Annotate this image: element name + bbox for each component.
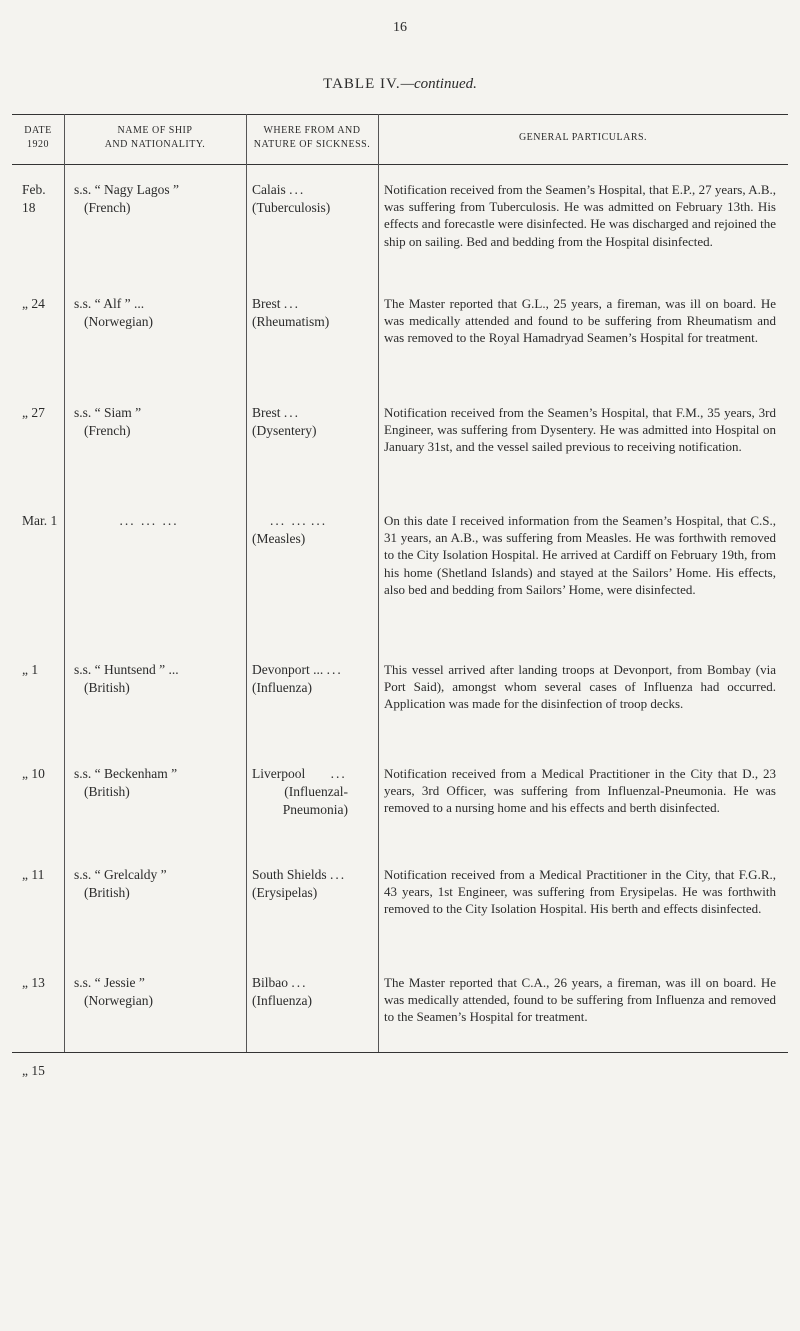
- row-ship: [74, 295, 234, 331]
- ship-name: s.s. “ Grelcaldy ”: [74, 867, 167, 882]
- row-notes: Notification received from the Seamen’s Hospital, that F.M., 35 years, 3rd Engineer, was suffering from Dysentery. He was admitted into Hospital on January 31st, and the vessel sailed previous to receiving notification.: [384, 405, 776, 455]
- port-name: Bilbao: [252, 975, 288, 990]
- ship-name: s.s. “ Jessie ”: [74, 975, 145, 990]
- row-date: „ 11: [22, 867, 45, 882]
- header-where: [246, 124, 378, 152]
- row-date: „ 15: [22, 1063, 45, 1078]
- row-where: [252, 974, 380, 1010]
- top-rule: [12, 114, 788, 115]
- table-title: [0, 76, 800, 93]
- row-where: [252, 661, 380, 697]
- sickness: (Influenzal-Pneumonia): [282, 784, 348, 817]
- row-ship: [74, 404, 234, 440]
- leader-dots: ...: [330, 867, 347, 882]
- header-ship-line2: AND NATIONALITY.: [104, 139, 206, 150]
- port-name: Calais: [252, 182, 286, 197]
- ship-name: s.s. “ Alf ” ...: [74, 296, 145, 311]
- header-rule: [12, 164, 788, 165]
- row-ship: [74, 181, 234, 217]
- leader-dots: ...: [283, 296, 300, 311]
- row-ship: [74, 765, 234, 801]
- ship-nationality: (British): [84, 784, 130, 799]
- sickness: (Measles): [252, 531, 306, 546]
- leader-dots: ...: [283, 405, 300, 420]
- header-date-line1: DATE: [24, 125, 52, 136]
- ship-name: s.s. “ Huntsend ” ...: [74, 662, 179, 677]
- row-date: „ 27: [22, 405, 45, 420]
- row-notes: Notification received from the Seamen’s Hospital, that E.P., 27 years, A.B., was suffering from Tuberculosis. He was admitted on February 13th. His effects and forecastle were disinfected. He was discharged and rejoined the ship on sailing. Bed and bedding from the Hospital disinfected.: [384, 182, 776, 249]
- column-divider: [64, 114, 65, 1052]
- header-where-line1: WHERE FROM AND: [263, 125, 361, 136]
- ship-nationality: (French): [84, 200, 131, 215]
- port-name: Devonport ...: [252, 662, 324, 677]
- sickness: (Tuberculosis): [252, 200, 331, 215]
- row-notes: The Master reported that G.L., 25 years, a fireman, was ill on board. He was medically attended and found to be suffering from Rheumatism and was removed to the Royal Hamadryad Seamen’s Hospital for treatment.: [384, 296, 776, 346]
- ship-name: s.s. “ Siam ”: [74, 405, 142, 420]
- row-date: „ 24: [22, 296, 45, 311]
- row-ship: [74, 661, 234, 697]
- header-date: [12, 124, 64, 152]
- ship-nationality: (British): [84, 885, 130, 900]
- row-ship: [74, 866, 234, 902]
- row-date: „ 10: [22, 766, 45, 781]
- row-notes: Notification received from a Medical Practitioner in the City that D., 23 years, 3rd Officer, was suffering from Influenzal-Pneumonia. He was removed to a nursing home and his effects and berth disinfected.: [384, 766, 776, 816]
- row-ship: [74, 974, 234, 1010]
- leader-dots: ...: [326, 662, 343, 677]
- row-notes: On this date I received information from the Seamen’s Hospital, that C.S., 31 years, an A.B., was suffering from Measles. He was forthwith removed to the City Isolation Hospital. He arrived at Cardiff on February 19th, from his home (Shetland Islands) and stayed at the Sailors’ Home. His effects, also bed and bedding from Sailors’ Home, were disinfected.: [384, 513, 776, 597]
- column-divider: [246, 114, 247, 1052]
- row-date: Mar. 1: [22, 513, 58, 528]
- column-divider: [378, 114, 379, 1052]
- row-date: „ 13: [22, 975, 45, 990]
- port-name: Liverpool: [252, 766, 306, 781]
- row-where: [252, 512, 380, 548]
- row-date: „ 1: [22, 662, 39, 677]
- row-ship: [74, 512, 234, 530]
- sickness: (Influenza): [252, 993, 312, 1008]
- header-date-line2: 1920: [27, 139, 49, 150]
- header-ship-line1: NAME OF SHIP: [117, 125, 193, 136]
- row-date: Feb. 18: [22, 182, 46, 215]
- port-name: Brest: [252, 405, 281, 420]
- leader-dots: ...: [311, 513, 328, 528]
- ship-name: s.s. “ Nagy Lagos ”: [74, 182, 179, 197]
- leader-dots: ...: [330, 766, 347, 781]
- row-where: [252, 181, 380, 217]
- ship-nationality: (French): [84, 423, 131, 438]
- ship-name: s.s. “ Beckenham ”: [74, 766, 178, 781]
- row-where: [252, 404, 380, 440]
- row-notes: This vessel arrived after landing troops at Devonport, from Bombay (via Port Said), amongst whom several cases of Influenza had occurred. Application was made for the disinfection of troop decks.: [384, 662, 776, 712]
- header-notes: GENERAL PARTICULARS.: [518, 132, 648, 143]
- sickness: (Erysipelas): [252, 885, 318, 900]
- ship-name: ... ... ...: [119, 513, 179, 528]
- sickness: (Rheumatism): [252, 314, 330, 329]
- port-name: South Shields: [252, 867, 327, 882]
- row-notes: The Master reported that C.A., 26 years, a fireman, was ill on board. He was medically attended, found to be suffering from Influenza and removed to the Seamen’s Hospital for treatment.: [384, 975, 776, 1025]
- table-title-main: TABLE IV.: [323, 76, 401, 92]
- header-where-line2: NATURE OF SICKNESS.: [253, 139, 371, 150]
- port-name: Brest: [252, 296, 281, 311]
- sickness: (Dysentery): [252, 423, 317, 438]
- row-where: [252, 295, 380, 331]
- leader-dots: ...: [289, 182, 306, 197]
- port-name: ... ...: [270, 513, 308, 528]
- header-ship: [64, 124, 246, 152]
- row-notes: Notification received from a Medical Practitioner in the City, that F.G.R., 43 years, 1st Engineer, was suffering from Erysipelas. He was forthwith removed to the City Isolation Hospital. His berth and effects disinfected.: [384, 867, 776, 917]
- sickness: (Influenza): [252, 680, 312, 695]
- leader-dots: ...: [291, 975, 308, 990]
- table-title-suffix: —continued.: [400, 76, 477, 92]
- bottom-rule: [12, 1052, 788, 1053]
- ship-nationality: (British): [84, 680, 130, 695]
- ship-nationality: (Norwegian): [84, 314, 153, 329]
- row-where: [252, 866, 380, 902]
- row-where: [252, 765, 352, 819]
- page-number: 16: [393, 20, 407, 35]
- ship-nationality: (Norwegian): [84, 993, 153, 1008]
